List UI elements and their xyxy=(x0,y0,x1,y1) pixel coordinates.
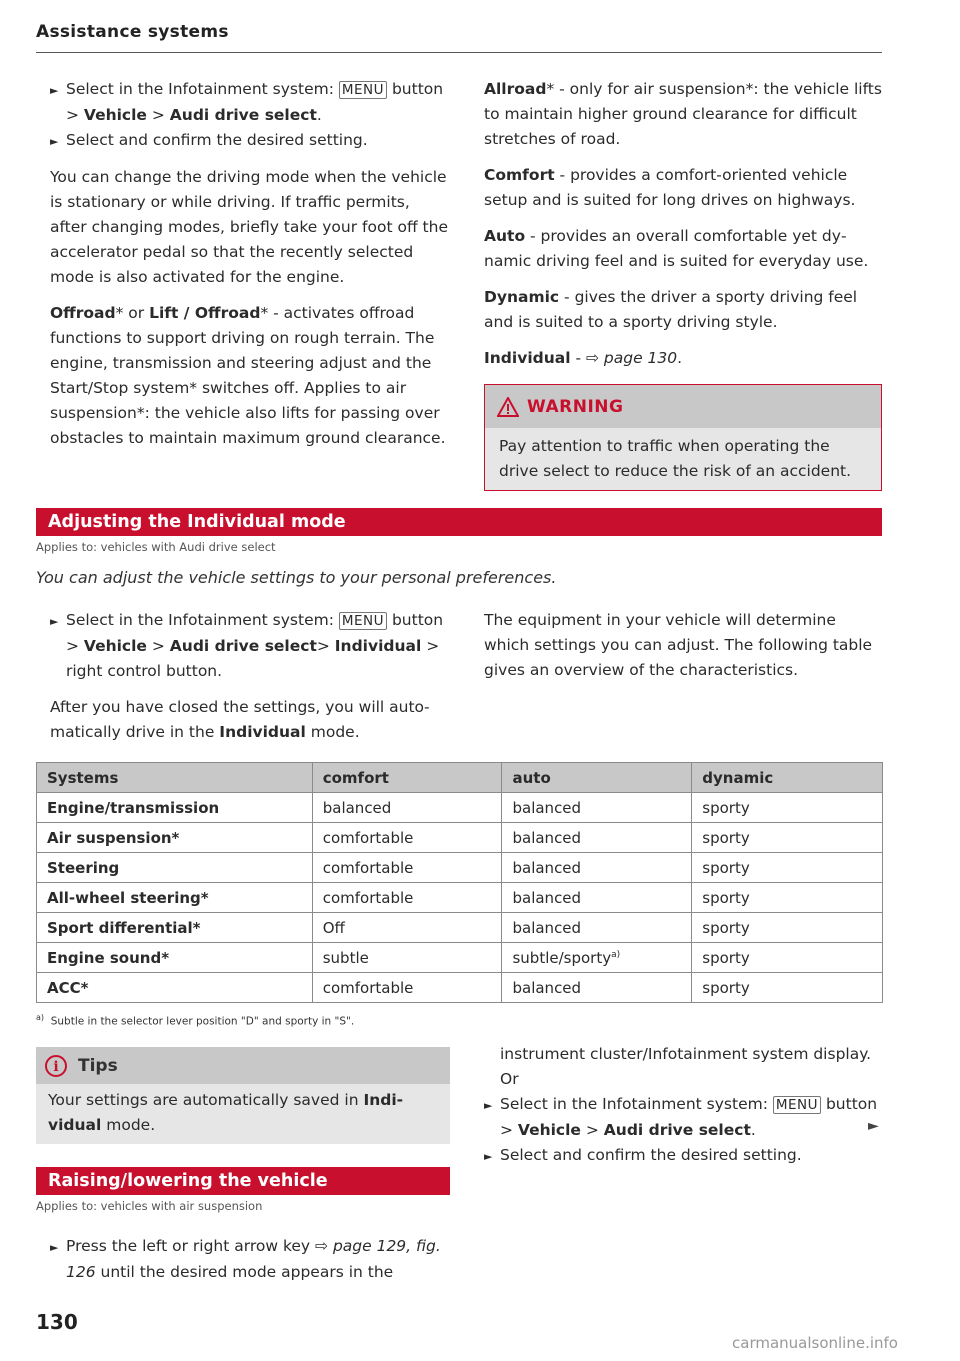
table-footnote: $^{a)}$ Subtle in the selector lever position "D" and sporty in "S". xyxy=(36,1013,355,1028)
table-header-row xyxy=(37,763,883,793)
table-row: Steering comfortable balanced sporty xyxy=(37,853,883,883)
section-title-individual: Adjusting the Individual mode xyxy=(36,508,882,536)
menu-key: MENU xyxy=(773,1096,821,1114)
section1-right xyxy=(484,608,882,694)
warning-text: Pay attention to traffic when operating the drive select to reduce the risk of an accident. xyxy=(485,428,881,490)
triangle-bullet-icon: ► xyxy=(484,1099,493,1112)
paragraph-equipment: The equipment in your vehicle will determine which settings you can adjust. The following table gives an overview of the characteristics. xyxy=(484,611,873,679)
paragraph-dynamic: Dynamic - gives the driver a sporty driving feel and is suited to a sporty driving style. xyxy=(484,288,858,331)
paragraph-auto: Auto - provides an overall comfortable yet dynamic driving feel and is suited for everyday use. xyxy=(484,227,869,270)
warning-triangle-icon xyxy=(497,397,519,417)
page-header: Assistance systems xyxy=(36,22,229,42)
table-row: Air suspension* comfortable balanced sporty xyxy=(37,823,883,853)
paragraph-individual: Individual - ⇨ page 130. xyxy=(484,349,683,367)
paragraph-display-or: instrument cluster/Infotainment system display. Or xyxy=(500,1045,872,1088)
bullet-press-arrow: ► Press the left or right arrow key ⇨ page 129, fig. 126 until the desired mode appears in the xyxy=(50,1237,441,1281)
info-icon xyxy=(44,1054,68,1078)
triangle-bullet-icon: ► xyxy=(50,84,59,97)
section-title-raising: Raising/lowering the vehicle xyxy=(36,1167,450,1195)
menu-key: MENU xyxy=(339,612,387,630)
warning-box xyxy=(484,384,882,491)
table-header: auto xyxy=(502,763,692,793)
bullet-confirm: ► Select and confirm the desired setting. xyxy=(484,1143,882,1169)
paragraph-change-mode: You can change the driving mode when the vehicle is stationary or while driving. If traffic permits, after changing modes, briefly take your foot off the accelerator pedal so that the recently selected mode is also activated for the engine. xyxy=(50,168,448,286)
menu-key: MENU xyxy=(339,81,387,99)
right-column-top xyxy=(484,77,882,382)
tips-header: i Tips xyxy=(36,1047,450,1084)
svg-text:i: i xyxy=(53,1058,59,1075)
paragraph-offroad: Offroad* or Lift / Offroad* - activates offroad functions to support driving on rough terrain. The engine, transmission and steering adjust and the Start/Stop system* switches off. Applies to air suspension*: the vehicle also lifts for passing over obstacles to maintain maximum ground clearance. xyxy=(50,304,446,447)
bullet-select-menu: ► Select in the Infotainment system: MENU button > Vehicle > Audi drive select. xyxy=(484,1095,878,1139)
triangle-bullet-icon: ► xyxy=(484,1150,493,1163)
page-number: 130 xyxy=(36,1310,78,1334)
paragraph-auto-drive: After you have closed the settings, you will automatically drive in the Individual mode. xyxy=(50,698,430,741)
continue-arrow-icon: ► xyxy=(868,1118,879,1134)
table-row: Sport differential* Off balanced sporty xyxy=(37,913,883,943)
footnote-marker: a) xyxy=(611,949,621,960)
applies-to-note: Applies to: vehicles with air suspension xyxy=(36,1199,263,1213)
bullet-confirm: ► Select and confirm the desired setting. xyxy=(50,128,450,154)
section1-left xyxy=(50,608,450,756)
table-header: dynamic xyxy=(692,763,883,793)
tips-text: Your settings are automatically saved in Individual mode. xyxy=(36,1084,450,1144)
watermark: carmanualsonline.info xyxy=(732,1334,898,1352)
table-row: All-wheel steering* comfortable balanced sporty xyxy=(37,883,883,913)
bullet-select-individual: ► Select in the Infotainment system: MENU button > Vehicle > Audi drive select> Individual > right control button. xyxy=(50,611,444,680)
tips-box xyxy=(36,1047,450,1144)
table-header: comfort xyxy=(312,763,502,793)
warning-header: WARNING xyxy=(485,385,881,428)
page-ref-link[interactable]: ⇨ page 130 xyxy=(585,349,678,367)
triangle-bullet-icon: ► xyxy=(50,1241,59,1254)
table-header: Systems xyxy=(37,763,313,793)
section2-left xyxy=(50,1234,446,1285)
section2-right xyxy=(484,1042,882,1169)
section-intro: You can adjust the vehicle settings to your personal preferences. xyxy=(36,568,557,587)
page-ref-link[interactable]: ⇨ page 129, fig. 126 xyxy=(66,1237,441,1281)
header-divider xyxy=(36,52,882,53)
bullet-select-menu: ► Select in the Infotainment system: MENU button > Vehicle > Audi drive select. xyxy=(50,80,444,124)
triangle-bullet-icon: ► xyxy=(50,135,59,148)
applies-to-note: Applies to: vehicles with Audi drive select xyxy=(36,540,276,554)
paragraph-comfort: Comfort - provides a comfort-oriented vehicle setup and is suited for long drives on highways. xyxy=(484,166,856,209)
table-row: Engine/transmission balanced balanced sporty xyxy=(37,793,883,823)
characteristics-table xyxy=(36,762,883,1003)
table-row: ACC* comfortable balanced sporty xyxy=(37,973,883,1003)
paragraph-allroad: Allroad* - only for air suspension*: the vehicle lifts to maintain higher ground clearance for difficult stretches of road. xyxy=(484,80,882,148)
triangle-bullet-icon: ► xyxy=(50,615,59,628)
left-column-top xyxy=(50,77,450,462)
table-row: Engine sound* subtle subtle/sporty$^{a)}$ sporty xyxy=(37,943,883,973)
